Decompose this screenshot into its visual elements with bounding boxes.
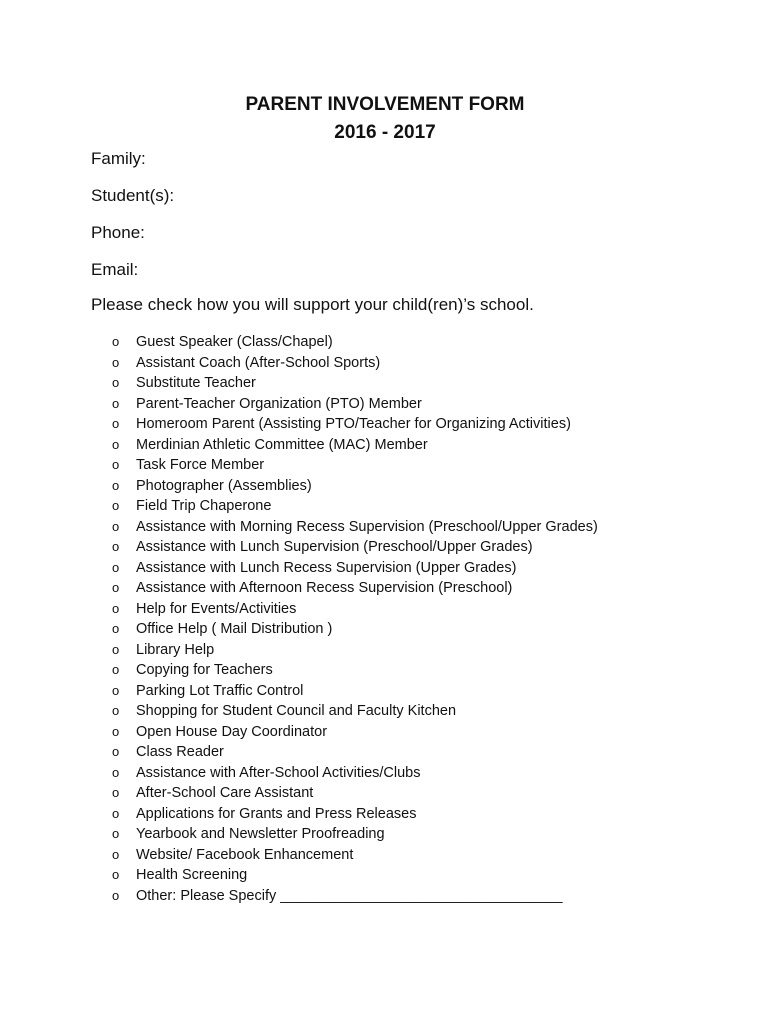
support-option-label: Assistance with Afternoon Recess Supervision (Preschool) xyxy=(136,580,513,597)
support-option-label: After-School Care Assistant xyxy=(136,785,314,802)
checkbox-circle-icon[interactable]: o xyxy=(112,867,120,883)
support-option-checkbox[interactable] xyxy=(112,886,598,907)
checkbox-circle-icon[interactable]: o xyxy=(112,621,120,637)
support-option-checkbox[interactable] xyxy=(112,681,598,702)
support-option-checkbox[interactable] xyxy=(112,640,598,661)
checkbox-circle-icon[interactable]: o xyxy=(112,539,120,555)
support-option-checkbox[interactable] xyxy=(112,824,598,845)
checkbox-circle-icon[interactable]: o xyxy=(112,477,120,493)
checkbox-circle-icon[interactable]: o xyxy=(112,826,120,842)
support-option-checkbox[interactable] xyxy=(112,558,598,579)
support-option-checkbox[interactable] xyxy=(112,578,598,599)
students-field-label: Student(s): xyxy=(91,186,175,205)
checkbox-circle-icon[interactable]: o xyxy=(112,436,120,452)
checkbox-circle-icon[interactable]: o xyxy=(112,354,120,370)
checkbox-circle-icon[interactable]: o xyxy=(112,641,120,657)
support-option-checkbox[interactable] xyxy=(112,353,598,374)
support-option-checkbox[interactable] xyxy=(112,619,598,640)
support-option-checkbox[interactable] xyxy=(112,763,598,784)
support-option-checkbox[interactable] xyxy=(112,804,598,825)
checkbox-circle-icon[interactable]: o xyxy=(112,559,120,575)
support-option-label: Parent-Teacher Organization (PTO) Member xyxy=(136,395,422,412)
support-options-list xyxy=(112,332,598,906)
support-option-checkbox[interactable] xyxy=(112,332,598,353)
support-option-label: Assistance with After-School Activities/Clubs xyxy=(136,764,421,781)
checkbox-circle-icon[interactable]: o xyxy=(112,764,120,780)
support-option-label: Photographer (Assemblies) xyxy=(136,477,312,494)
support-option-checkbox[interactable] xyxy=(112,783,598,804)
checkbox-circle-icon[interactable]: o xyxy=(112,846,120,862)
checkbox-circle-icon[interactable]: o xyxy=(112,703,120,719)
support-option-checkbox[interactable] xyxy=(112,537,598,558)
support-option-label: Task Force Member xyxy=(136,457,265,474)
checkbox-circle-icon[interactable]: o xyxy=(112,600,120,616)
support-option-label: Assistance with Lunch Recess Supervision (Upper Grades) xyxy=(136,559,517,576)
support-option-label: Library Help xyxy=(136,641,215,658)
family-field-label: Family: xyxy=(91,149,146,168)
support-option-checkbox[interactable] xyxy=(112,599,598,620)
support-option-label: Other: Please Specify ___________________________________ xyxy=(136,887,563,904)
support-option-checkbox[interactable] xyxy=(112,455,598,476)
support-option-checkbox[interactable] xyxy=(112,496,598,517)
support-option-checkbox[interactable] xyxy=(112,845,598,866)
checkbox-circle-icon[interactable]: o xyxy=(112,457,120,473)
checkbox-circle-icon[interactable]: o xyxy=(112,498,120,514)
checkbox-circle-icon[interactable]: o xyxy=(112,334,120,350)
email-field-label: Email: xyxy=(91,260,139,279)
support-option-checkbox[interactable] xyxy=(112,742,598,763)
support-option-label: Assistance with Morning Recess Supervision (Preschool/Upper Grades) xyxy=(136,518,598,535)
support-option-label: Substitute Teacher xyxy=(136,375,256,392)
checkbox-circle-icon[interactable]: o xyxy=(112,518,120,534)
support-option-label: Field Trip Chaperone xyxy=(136,498,272,515)
support-option-label: Yearbook and Newsletter Proofreading xyxy=(136,826,385,843)
support-option-label: Assistance with Lunch Supervision (Preschool/Upper Grades) xyxy=(136,539,533,556)
checkbox-circle-icon[interactable]: o xyxy=(112,395,120,411)
checkbox-circle-icon[interactable]: o xyxy=(112,887,120,903)
checkbox-circle-icon[interactable]: o xyxy=(112,723,120,739)
support-option-label: Assistant Coach (After-School Sports) xyxy=(136,354,381,371)
support-option-label: Parking Lot Traffic Control xyxy=(136,682,304,699)
support-option-label: Class Reader xyxy=(136,744,224,761)
support-option-checkbox[interactable] xyxy=(112,476,598,497)
support-option-checkbox[interactable] xyxy=(112,722,598,743)
instruction-text: Please check how you will support your child(ren)’s school. xyxy=(91,295,534,314)
support-option-label: Merdinian Athletic Committee (MAC) Member xyxy=(136,436,428,453)
checkbox-circle-icon[interactable]: o xyxy=(112,375,120,391)
support-option-checkbox[interactable] xyxy=(112,414,598,435)
support-option-label: Homeroom Parent (Assisting PTO/Teacher for Organizing Activities) xyxy=(136,416,571,433)
support-option-label: Applications for Grants and Press Releases xyxy=(136,805,417,822)
checkbox-circle-icon[interactable]: o xyxy=(112,580,120,596)
page-title: PARENT INVOLVEMENT FORM xyxy=(245,94,525,115)
support-option-checkbox[interactable] xyxy=(112,701,598,722)
support-option-label: Guest Speaker (Class/Chapel) xyxy=(136,334,333,351)
checkbox-circle-icon[interactable]: o xyxy=(112,682,120,698)
support-option-label: Office Help ( Mail Distribution ) xyxy=(136,621,333,638)
support-option-label: Shopping for Student Council and Faculty Kitchen xyxy=(136,703,457,720)
checkbox-circle-icon[interactable]: o xyxy=(112,416,120,432)
checkbox-circle-icon[interactable]: o xyxy=(112,785,120,801)
checkbox-circle-icon[interactable]: o xyxy=(112,805,120,821)
support-option-checkbox[interactable] xyxy=(112,435,598,456)
support-option-label: Copying for Teachers xyxy=(136,662,273,679)
support-option-label: Health Screening xyxy=(136,867,248,884)
support-option-label: Help for Events/Activities xyxy=(136,600,297,617)
support-option-checkbox[interactable] xyxy=(112,373,598,394)
support-option-label: Website/ Facebook Enhancement xyxy=(136,846,354,863)
support-option-checkbox[interactable] xyxy=(112,517,598,538)
support-option-checkbox[interactable] xyxy=(112,865,598,886)
checkbox-circle-icon[interactable]: o xyxy=(112,744,120,760)
checkbox-circle-icon[interactable]: o xyxy=(112,662,120,678)
support-option-checkbox[interactable] xyxy=(112,660,598,681)
phone-field-label: Phone: xyxy=(91,223,145,242)
support-option-checkbox[interactable] xyxy=(112,394,598,415)
support-option-label: Open House Day Coordinator xyxy=(136,723,328,740)
school-year: 2016 - 2017 xyxy=(334,122,436,143)
